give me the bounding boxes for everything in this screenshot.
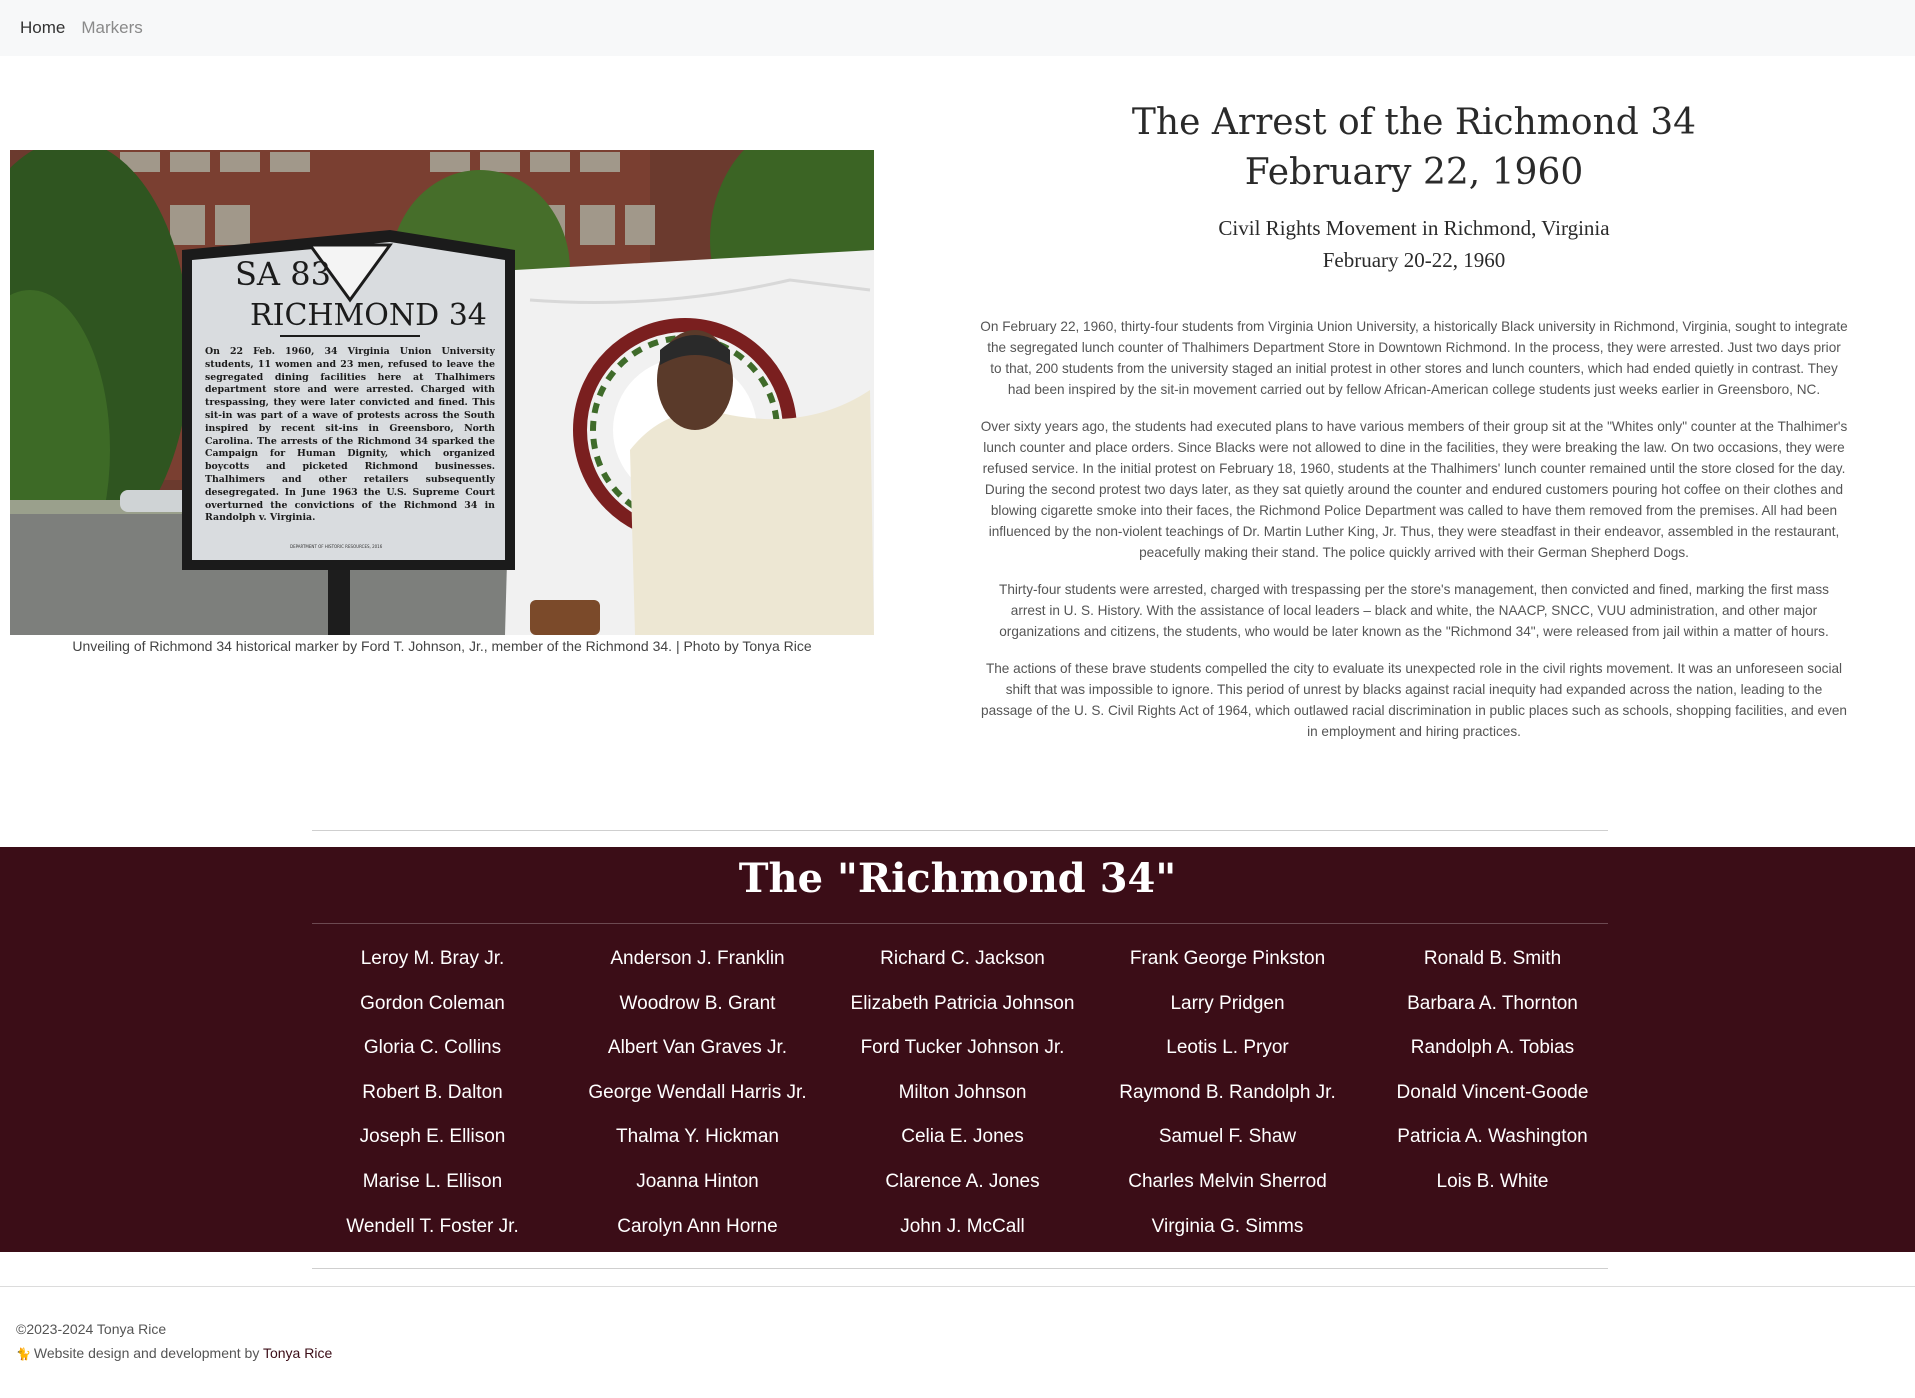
nav-home-link[interactable]: Home: [20, 18, 66, 37]
member-name: Frank George Pinkston: [1129, 948, 1326, 969]
member-name: Clarence A. Jones: [885, 1170, 1040, 1192]
member-name: Ford Tucker Johnson Jr.: [860, 1037, 1065, 1059]
member-name: Woodrow B. Grant: [619, 992, 776, 1014]
member-name: Milton Johnson: [898, 1081, 1027, 1103]
member-name: Carolyn Ann Horne: [617, 1215, 778, 1237]
member-name: Larry Pridgen: [1170, 992, 1285, 1014]
member-name: Joanna Hinton: [636, 1170, 759, 1192]
section-divider: [312, 830, 1608, 831]
page-subtitle: [980, 212, 1848, 276]
page-title: [980, 98, 1848, 198]
cat-icon: 🐈: [16, 1347, 31, 1361]
member-name: Gloria C. Collins: [363, 1037, 502, 1059]
section-divider: [312, 1268, 1608, 1269]
member-name: Patricia A. Washington: [1397, 1126, 1588, 1148]
top-navbar: [0, 0, 1915, 56]
member-name: Gordon Coleman: [360, 992, 505, 1014]
member-name: Richard C. Jackson: [880, 948, 1045, 969]
member-name: Robert B. Dalton: [362, 1081, 503, 1103]
member-name: Anderson J. Franklin: [610, 948, 785, 969]
names-divider: [312, 923, 1608, 924]
subtitle-line-1: Civil Rights Movement in Richmond, Virginia: [1218, 216, 1610, 240]
member-name: John J. McCall: [900, 1215, 1025, 1237]
credit-link[interactable]: Tonya Rice: [262, 1345, 333, 1361]
member-name: Samuel F. Shaw: [1158, 1126, 1297, 1148]
article-paragraph: On February 22, 1960, thirty-four students from Virginia Union University, a historically Black university in Richmond, Virginia, sought to integrate the segregated lunch counter of Thalhimers Department Store in Downtown Richmond. In the process, they were arrested. Just two days prior to that, 200 students from the university staged an initial protest in other stores and lunch counters, which had ended quietly in contrast. They had been inspired by the sit-in movement carried out by fellow African-American college students just weeks earlier in Greensboro, NC.: [980, 319, 1848, 397]
nav-markers-link[interactable]: Markers: [81, 18, 143, 37]
title-line-2: February 22, 1960: [1244, 152, 1584, 193]
hero-figure: [10, 150, 874, 654]
member-name: Donald Vincent-Goode: [1396, 1081, 1589, 1103]
member-name: Charles Melvin Sherrod: [1128, 1170, 1327, 1192]
member-name: Barbara A. Thornton: [1407, 992, 1578, 1014]
member-name: Joseph E. Ellison: [359, 1126, 506, 1148]
photo-caption: Unveiling of Richmond 34 historical marker by Ford T. Johnson, Jr., member of the Richmond 34. | Photo by Tonya Rice: [72, 638, 812, 654]
article-body: [980, 316, 1848, 742]
hero-photo: [10, 150, 874, 635]
member-name: Raymond B. Randolph Jr.: [1119, 1081, 1336, 1103]
marker-id-text: SA 83: [235, 255, 331, 293]
member-name: Celia E. Jones: [901, 1126, 1024, 1148]
article-paragraph: Over sixty years ago, the students had executed plans to have various members of their group sit at the "Whites only" counter at the Thalhimer's lunch counter and place orders. Since Blacks were not allowed to dine in the facilities, they were breaking the law. On two occasions, they were refused service. In the initial protest on February 18, 1960, students at the Thalhimers' lunch counter remained until the store closed for the day. During the second protest two days later, as they sat quietly around the counter and endured customers pouring hot coffee on their clothes and blowing cigarette smoke into their faces, the Richmond Police Department was called to have them removed from the premises. All had been influenced by the non-violent teachings of Dr. Martin Luther King, Jr. Thus, they were steadfast in their endeavor, assembled in the restaurant, peacefully making their stand. The police quickly arrived with their German Shepherd Dogs.: [980, 419, 1848, 560]
credit-line: [16, 1345, 332, 1361]
article-paragraph: The actions of these brave students compelled the city to evaluate its unexpected role in the civil rights movement. It was an unforeseen social shift that was impossible to ignore. This period of unrest by blacks against racial inequity had expanded across the nation, leading to the passage of the U. S. Civil Rights Act of 1964, which outlawed racial discrimination in public places such as schools, shopping facilities, and even in employment and hiring practices.: [981, 661, 1847, 739]
richmond-34-section: [0, 847, 1915, 1252]
member-name: Marise L. Ellison: [362, 1170, 503, 1192]
member-name: Leotis L. Pryor: [1166, 1037, 1289, 1059]
member-name: Albert Van Graves Jr.: [607, 1037, 788, 1059]
credit-prefix: Website design and development by: [33, 1345, 260, 1361]
names-title: The "Richmond 34": [738, 855, 1177, 902]
member-name: Virginia G. Simms: [1151, 1215, 1304, 1237]
member-name: Elizabeth Patricia Johnson: [850, 992, 1075, 1014]
marker-unveiling-image: [10, 150, 874, 635]
article: [980, 98, 1848, 758]
names-grid: [300, 937, 1625, 1249]
member-name: Ronald B. Smith: [1423, 948, 1562, 969]
title-line-1: The Arrest of the Richmond 34: [1131, 102, 1697, 143]
member-name: Leroy M. Bray Jr.: [360, 948, 505, 969]
member-name: Lois B. White: [1436, 1170, 1549, 1192]
footer-divider: [0, 1286, 1915, 1287]
member-name: Thalma Y. Hickman: [616, 1126, 779, 1148]
member-name: George Wendall Harris Jr.: [588, 1081, 807, 1103]
member-name: Wendell T. Foster Jr.: [346, 1215, 519, 1237]
subtitle-line-2: February 20-22, 1960: [1322, 248, 1506, 272]
member-name: Randolph A. Tobias: [1410, 1037, 1575, 1059]
marker-inscription: On 22 Feb. 1960, 34 Virginia Union University students, 11 women and 23 men, refused to leave the segregated dining facilities here at Thalhimers department store and were arrested. Charged with trespassing, they were later convicted and fined. This sit-in was part of a wave of protests across the South inspired by recent sit-ins in Greensboro, North Carolina. The arrests of the Richmond 34 sparked the Campaign for Human Dignity, which organized boycotts and picketed Richmond businesses. Thalhimers and other retailers subsequently desegregated. In June 1963 the U.S. Supreme Court overturned the convictions of the Richmond 34 in Randolph v. Virginia.: [205, 346, 495, 524]
copyright-text: ©2023-2024 Tonya Rice: [16, 1321, 167, 1337]
marker-title-text: RICHMOND 34: [250, 298, 487, 333]
article-paragraph: Thirty-four students were arrested, charged with trespassing per the store's management, then convicted and fined, marking the first mass arrest in U. S. History. With the assistance of local leaders – black and white, the NAACP, SNCC, VUU administration, and other major organizations and citizens, the students, who would be later known as the "Richmond 34", were released from jail within a matter of hours.: [999, 582, 1829, 639]
marker-footer-text: DEPARTMENT OF HISTORIC RESOURCES, 2016: [290, 544, 383, 549]
